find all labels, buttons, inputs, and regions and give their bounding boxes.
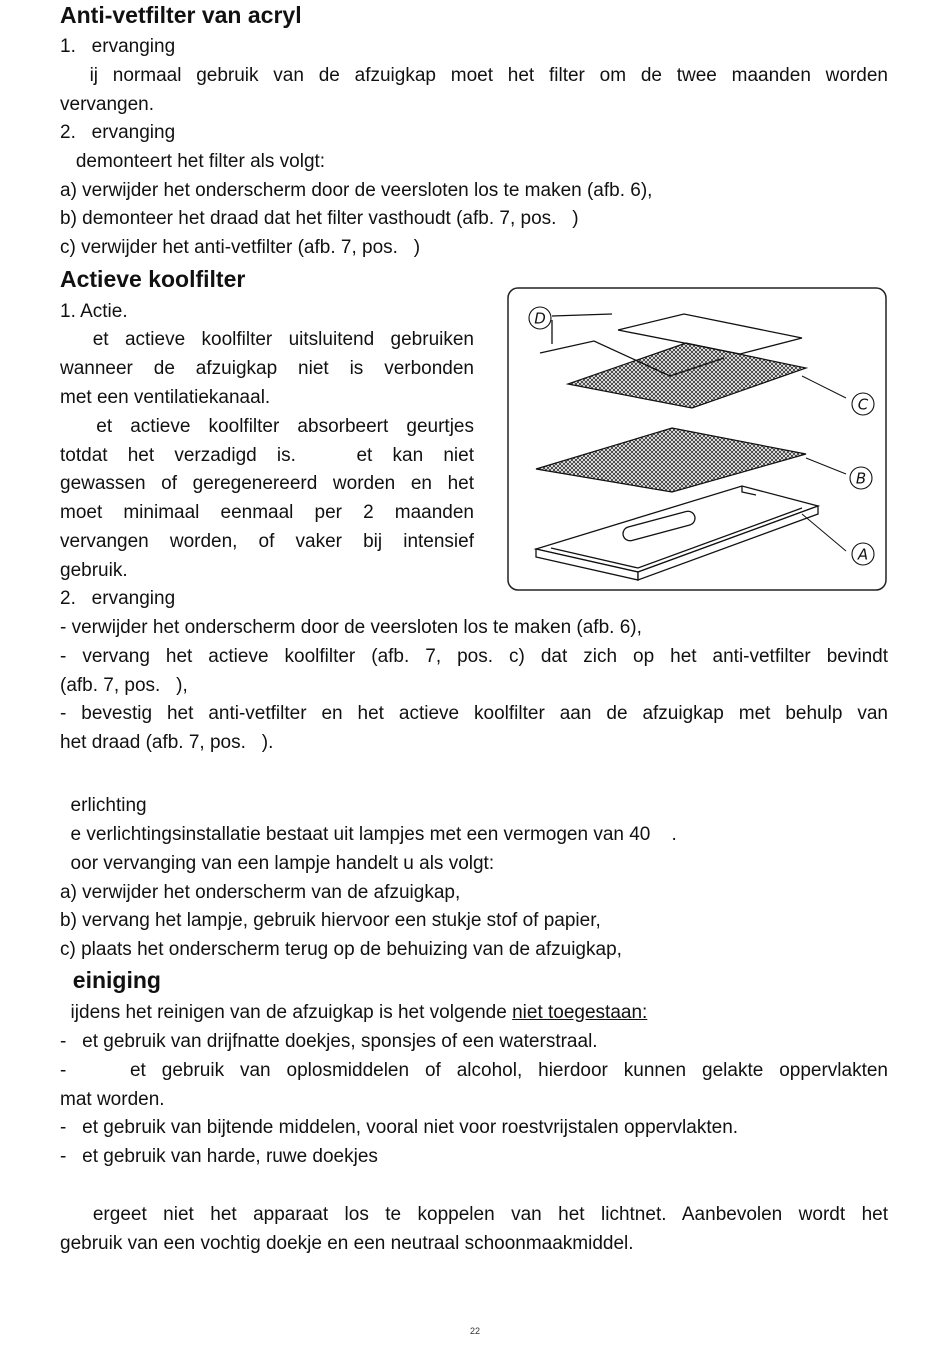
page-number: 22 bbox=[469, 1326, 480, 1336]
filter-base-plate bbox=[536, 486, 818, 580]
text-line: gewassen of geregenereerd worden en het bbox=[60, 473, 474, 494]
text-line: wanneer de afzuigkap niet is verbonden bbox=[60, 358, 474, 379]
text-line: gebruik. bbox=[60, 560, 128, 581]
text-line: e verlichtingsinstallatie bestaat uit lampjes met een vermogen van 40 . bbox=[60, 824, 677, 845]
text-line bbox=[60, 998, 888, 1027]
text-line: totdat het verzadigd is. et kan niet bbox=[60, 445, 474, 466]
text-line: 1. Actie. bbox=[60, 301, 128, 322]
text-line: - et gebruik van oplosmiddelen of alcohol, hierdoor kunnen gelakte oppervlakten bbox=[60, 1060, 888, 1081]
section-heading-cleaning: einiging bbox=[60, 967, 161, 993]
text-line: b) demonteer het draad dat het filter vasthoudt (afb. 7, pos. ) bbox=[60, 208, 579, 229]
section-heading-lighting: erlichting bbox=[60, 795, 147, 816]
text-line: oor vervanging van een lampje handelt u als volgt: bbox=[60, 853, 495, 874]
text-line: - vervang het actieve koolfilter (afb. 7, pos. c) dat zich op het anti-vetfilter bevindt bbox=[60, 646, 888, 667]
text-line: 1. ervanging bbox=[60, 36, 176, 57]
text-line: - verwijder het onderscherm door de veersloten los te maken (afb. 6), bbox=[60, 617, 642, 638]
text-line: het draad (afb. 7, pos. ). bbox=[60, 732, 274, 753]
label-a: A bbox=[857, 545, 869, 564]
text-line: moet minimaal eenmaal per 2 maanden bbox=[60, 502, 474, 523]
text-line: - et gebruik van drijfnatte doekjes, sponsjes of een waterstraal. bbox=[60, 1031, 598, 1052]
text-line: vervangen worden, of vaker bij intensief bbox=[60, 531, 474, 552]
text-line: - et gebruik van bijtende middelen, vooral niet voor roestvrijstalen oppervlakten. bbox=[60, 1117, 739, 1138]
text-line: mat worden. bbox=[60, 1089, 165, 1110]
label-b: B bbox=[855, 469, 867, 488]
text-line: ij normaal gebruik van de afzuigkap moet het filter om de twee maanden worden bbox=[60, 65, 888, 86]
label-c: C bbox=[857, 395, 869, 414]
carbon-filter bbox=[568, 343, 806, 408]
text-line: a) verwijder het onderscherm van de afzuigkap, bbox=[60, 882, 461, 903]
text-span: ijdens het reinigen van de afzuigkap is het volgende bbox=[60, 1002, 513, 1023]
text-line: c) verwijder het anti-vetfilter (afb. 7, pos. ) bbox=[60, 237, 421, 258]
text-line: - bevestig het anti-vetfilter en het actieve koolfilter aan de afzuigkap met behulp van bbox=[60, 703, 888, 724]
text-line: - et gebruik van harde, ruwe doekjes bbox=[60, 1146, 378, 1167]
anti-grease-filter bbox=[536, 428, 806, 492]
text-line: et actieve koolfilter uitsluitend gebruiken bbox=[60, 329, 474, 350]
text-line: 2. ervanging bbox=[60, 122, 176, 143]
text-line: ergeet niet het apparaat los te koppelen van het lichtnet. Aanbevolen wordt het bbox=[60, 1204, 888, 1225]
filter-exploded-figure bbox=[506, 286, 888, 592]
text-line: et actieve koolfilter absorbeert geurtjes bbox=[60, 416, 474, 437]
label-d: D bbox=[534, 309, 546, 328]
text-line: gebruik van een vochtig doekje en een neutraal schoonmaakmiddel. bbox=[60, 1233, 634, 1254]
section-heading-acryl-filter: Anti-vetfilter van acryl bbox=[60, 2, 302, 28]
text-line: 2. ervanging bbox=[60, 588, 176, 609]
text-line: demonteert het filter als volgt: bbox=[60, 151, 326, 172]
text-line: vervangen. bbox=[60, 94, 155, 115]
text-line: b) vervang het lampje, gebruik hiervoor een stukje stof of papier, bbox=[60, 910, 601, 931]
text-line: a) verwijder het onderscherm door de veersloten los te maken (afb. 6), bbox=[60, 180, 653, 201]
text-line: c) plaats het onderscherm terug op de behuizing van de afzuigkap, bbox=[60, 939, 622, 960]
section-heading-carbon-filter: Actieve koolfilter bbox=[60, 266, 246, 292]
text-line: (afb. 7, pos. ), bbox=[60, 675, 188, 696]
not-allowed-underlined: niet toegestaan: bbox=[512, 1002, 648, 1023]
text-line: met een ventilatiekanaal. bbox=[60, 387, 271, 408]
